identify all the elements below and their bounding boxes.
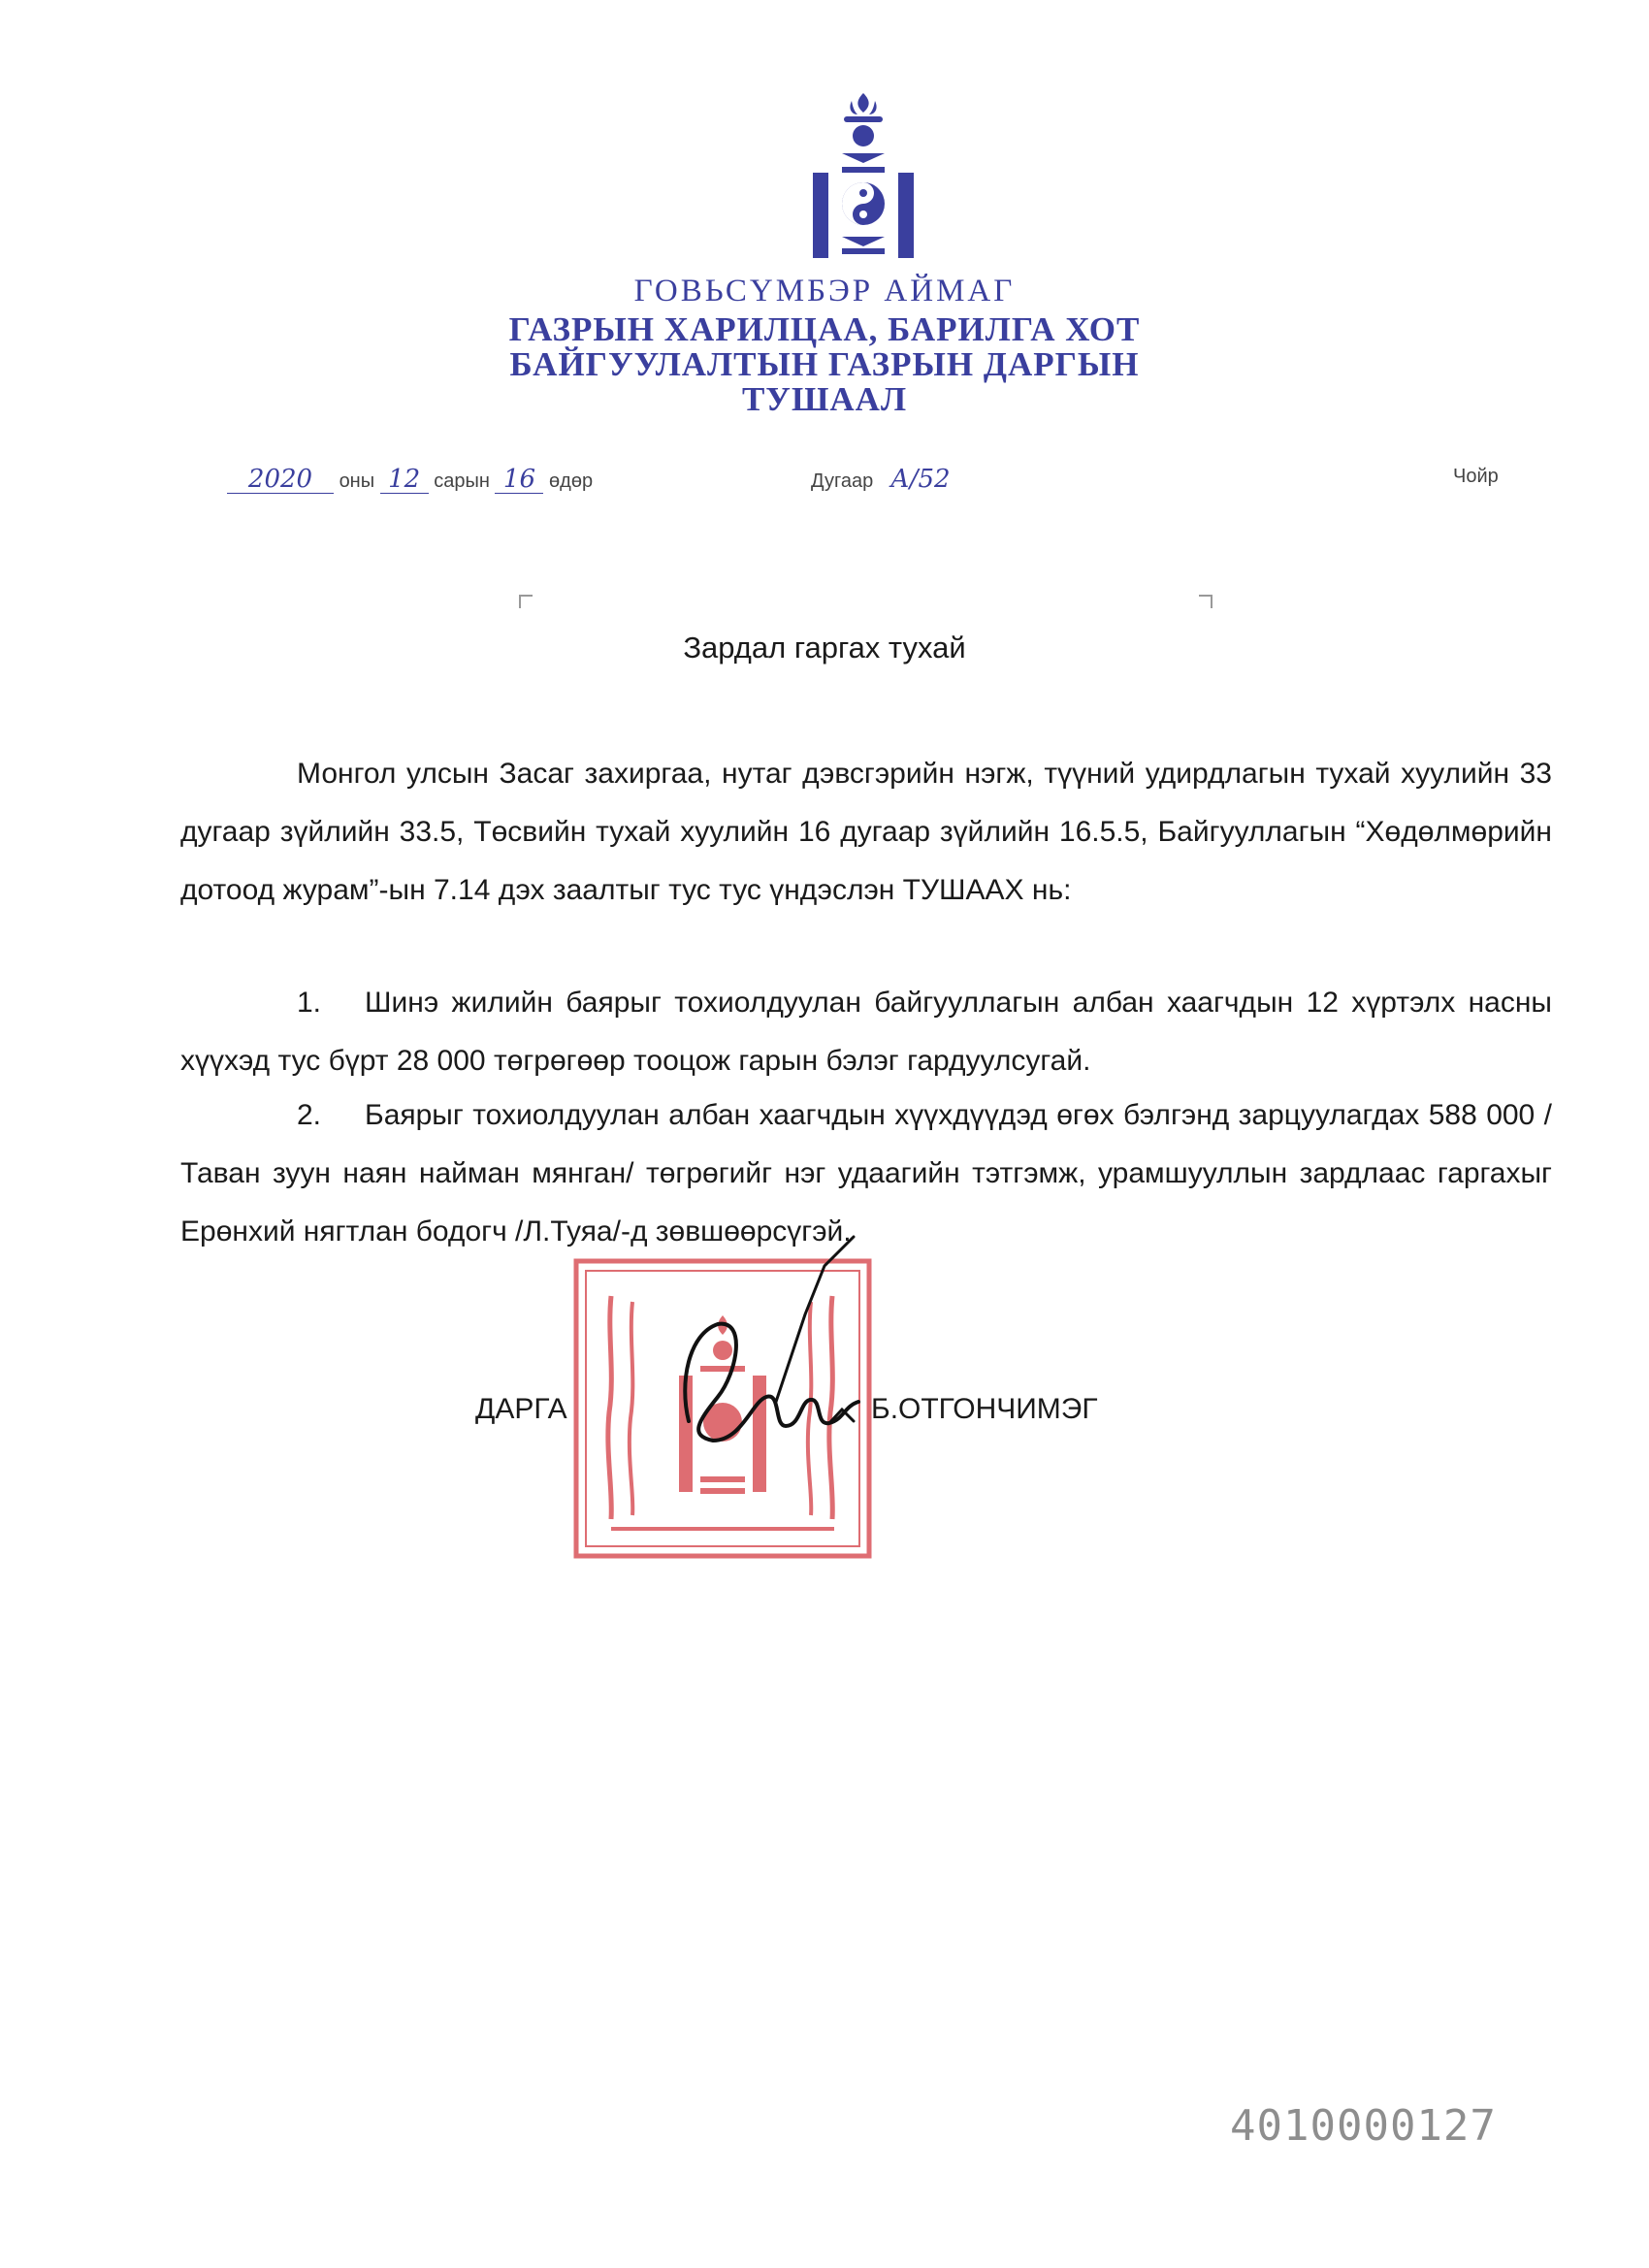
subject-corner-left — [519, 595, 533, 608]
item-1-text: Шинэ жилийн баярыг тохиолдуулан байгууллагын албан хаагчдын 12 хүртэлх насны хүүхэд тус бүрт 28 000 төгрөгөөр тооцож гарын бэлэг гардуулсугай. — [180, 987, 1552, 1077]
subject-corner-right — [1199, 595, 1212, 608]
number-value: А/52 — [890, 465, 951, 494]
preamble-text: Монгол улсын Засаг захиргаа, нутаг дэвсгэрийн нэгж, түүний удирдлагын тухай хуулийн 33 дугаар зүйлийн 33.5, Төсвийн тухай хуулийн 16 дугаар зүйлийн 16.5.5, Байгууллагын “Хөдөлмөрийн дотоод журам”-ын 7.14 дэх заалтыг тус тус үндэслэн ТУШААХ нь: — [180, 758, 1552, 906]
item-2-number: 2. — [297, 1099, 322, 1131]
department-line-3: ТУШААЛ — [741, 380, 908, 418]
item-1-number: 1. — [297, 987, 322, 1019]
preamble-paragraph — [180, 745, 1552, 920]
date-day-suffix: өдөр — [549, 470, 594, 492]
decree-date — [227, 466, 593, 494]
department-heading — [0, 312, 1649, 417]
signatory-role: ДАРГА — [475, 1393, 567, 1425]
date-month: 12 — [380, 466, 429, 494]
decree-item-1 — [180, 974, 1552, 1090]
date-day: 16 — [495, 466, 543, 494]
document-serial-code: 4010000127 — [1230, 2101, 1497, 2151]
decree-subject: Зардал гаргах тухай — [683, 631, 966, 664]
date-year-suffix: оны — [339, 470, 375, 492]
department-line-2: БАЙГУУЛАЛТЫН ГАЗРЫН ДАРГЫН — [509, 345, 1140, 383]
signatory-name: Б.ОТГОНЧИМЭГ — [871, 1393, 1098, 1425]
date-month-suffix: сарын — [434, 470, 490, 492]
soyombo-emblem-icon — [813, 93, 914, 258]
date-year: 2020 — [227, 466, 334, 494]
department-line-1: ГАЗРЫН ХАРИЛЦАА, БАРИЛГА ХОТ — [508, 310, 1141, 348]
number-label: Дугаар — [811, 470, 874, 492]
decree-number — [811, 466, 962, 493]
decree-place: Чойр — [1453, 466, 1499, 487]
aimag-heading: ГОВЬСҮМБЭР АЙМАГ — [633, 274, 1016, 308]
handwritten-signature — [660, 1227, 931, 1479]
item-2-text: Баярыг тохиолдуулан албан хаагчдын хүүхдүүдэд өгөх бэлгэнд зарцуулагдах 588 000 /Таван зуун наян найман мянган/ төгрөгийг нэг удаагийн тэтгэмж, урамшууллын зардлаас гаргахыг Ерөнхий нягтлан бодогч /Л.Туяа/-д зөвшөөрсүгэй. — [180, 1099, 1552, 1247]
